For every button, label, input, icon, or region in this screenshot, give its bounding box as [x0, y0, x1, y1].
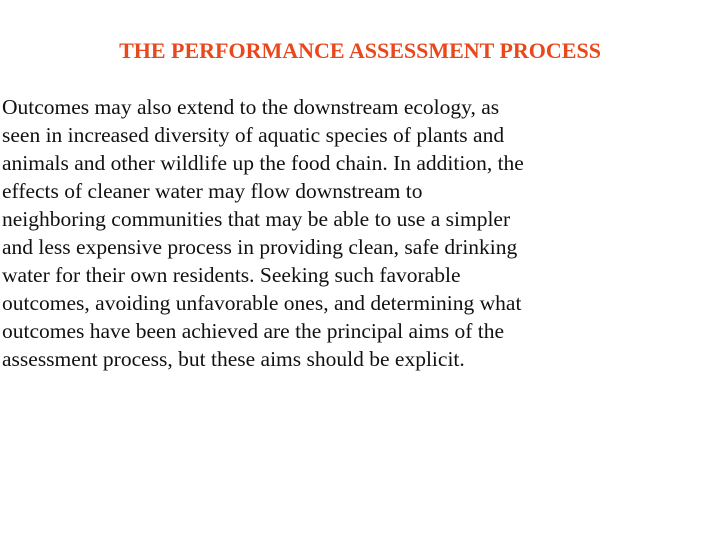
body-line: assessment process, but these aims should be explicit. [2, 347, 465, 371]
body-line: Outcomes may also extend to the downstream ecology, as [2, 95, 500, 119]
body-line: water for their own residents. Seeking such favorable [2, 263, 461, 287]
body-line: outcomes have been achieved are the principal aims of the [2, 319, 505, 343]
body-line: effects of cleaner water may flow downstream to [2, 179, 423, 203]
body-line: neighboring communities that may be able to use a simpler [2, 207, 511, 231]
slide-body-text [2, 93, 718, 373]
body-line: and less expensive process in providing clean, safe drinking [2, 235, 518, 259]
body-line: seen in increased diversity of aquatic species of plants and [2, 123, 505, 147]
body-line: animals and other wildlife up the food chain. In addition, the [2, 151, 524, 175]
slide-title: THE PERFORMANCE ASSESSMENT PROCESS [119, 38, 601, 63]
body-line: outcomes, avoiding unfavorable ones, and determining what [2, 291, 522, 315]
